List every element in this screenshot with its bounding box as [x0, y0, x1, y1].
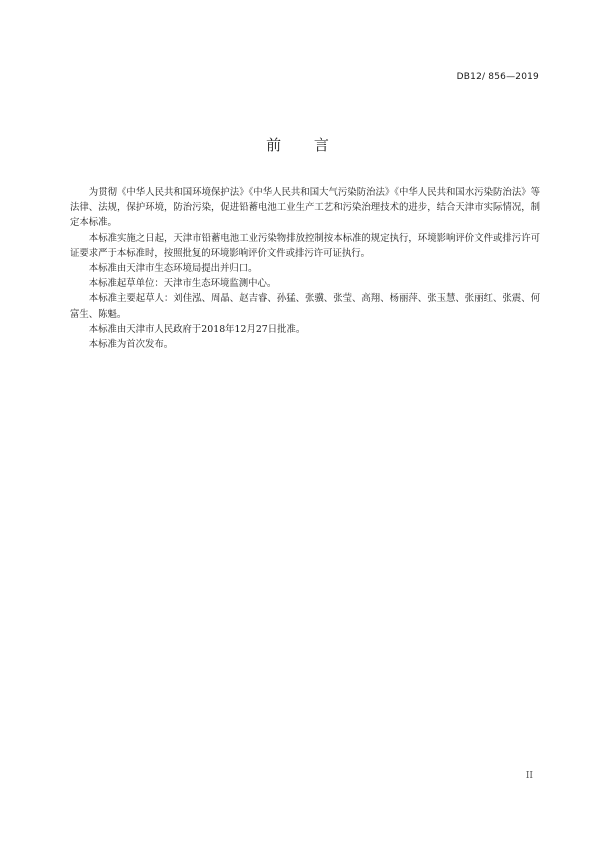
paragraph-approval: 本标准由天津市人民政府于2018年12月27日批准。	[88, 323, 306, 335]
paragraph-drafting-unit: 本标准起草单位：天津市生态环境监测中心。	[88, 278, 277, 290]
paragraph-drafters: 本标准主要起草人：刘佳泓、周晶、赵吉睿、孙猛、张骥、张莹、高翔、杨丽萍、张玉慧、张丽红、张震、何富生、陈魁。	[70, 293, 540, 320]
standard-code: DB12/ 856—2019	[456, 72, 539, 82]
paragraph-implementation: 本标准实施之日起，天津市铅蓄电池工业污染物排放控制按本标准的规定执行，环境影响评价文件或排污许可证要求严于本标准时，按照批复的环境影响评价文件或排污许可证执行。	[70, 232, 540, 259]
paragraph-proposer: 本标准由天津市生态环境局提出并归口。	[88, 263, 258, 275]
page-title: 前 言	[266, 136, 343, 154]
page-number: II	[525, 771, 533, 781]
paragraph-first-release: 本标准为首次发布。	[88, 339, 174, 351]
foreword-body	[70, 185, 540, 352]
paragraph-purpose: 为贯彻《中华人民共和国环境保护法》《中华人民共和国大气污染防治法》《中华人民共和国水污染防治法》等法律、法规，保护环境，防治污染，促进铅蓄电池工业生产工艺和污染治理技术的进步，结合天津市实际情况，制定本标准。	[70, 187, 540, 229]
